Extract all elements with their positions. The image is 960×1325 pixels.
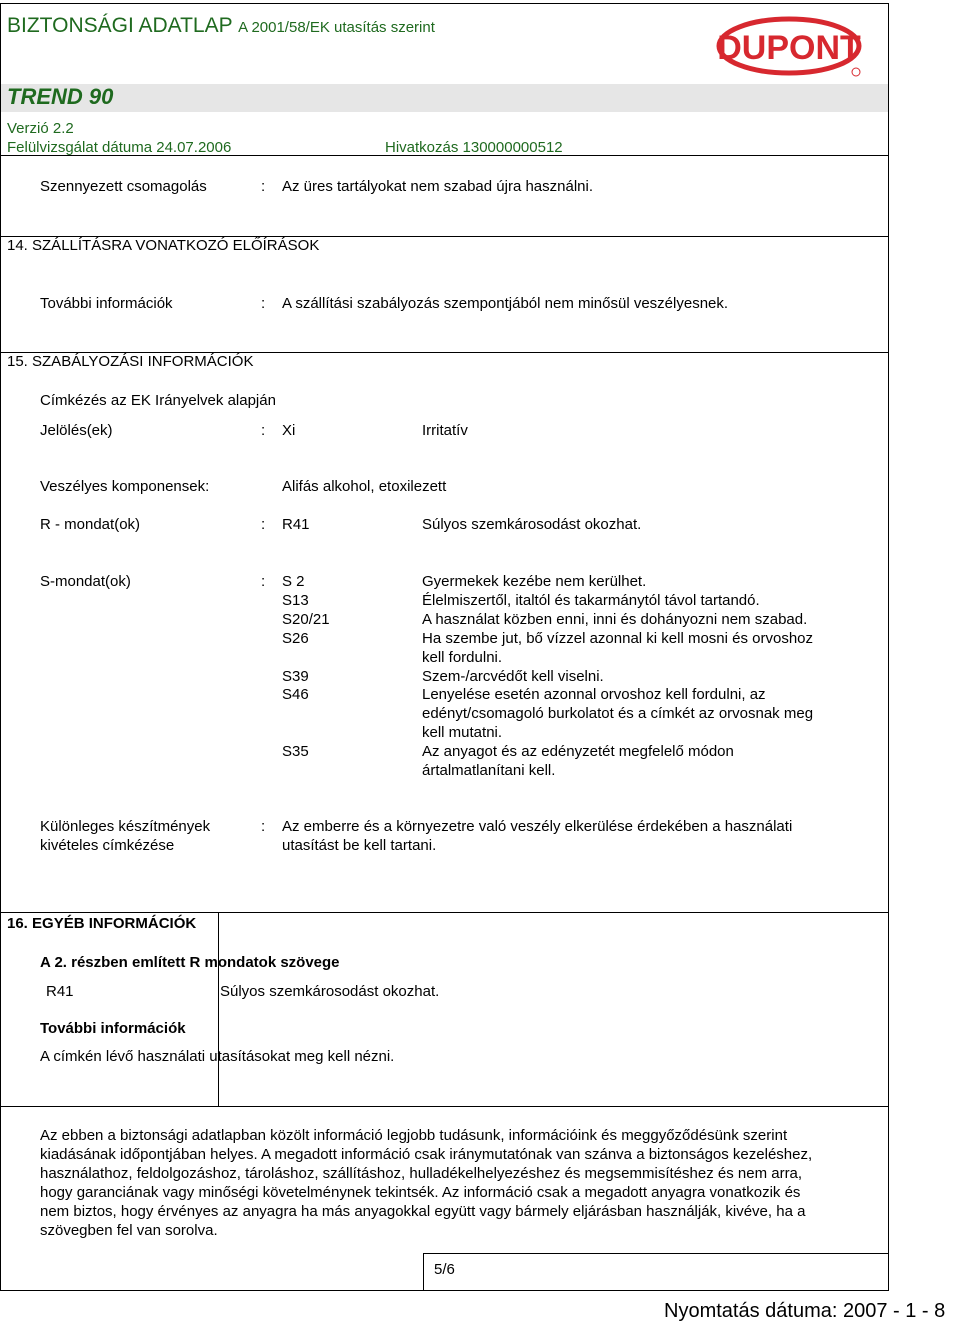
s-phrase-code: S35 xyxy=(282,743,309,760)
product-band xyxy=(1,84,888,112)
s-phrase-code: S39 xyxy=(282,668,309,685)
special-label-line1: Különleges készítmények xyxy=(40,818,211,835)
r-phrases-heading: A 2. részben említett R mondatok szövege xyxy=(40,954,340,971)
packaging-value: Az üres tartályokat nem szabad újra használni. xyxy=(282,178,593,195)
s-phrase-text: Lenyelése esetén azonnal orvoshoz kell fordulni, az xyxy=(422,686,766,703)
marking-code: Xi xyxy=(282,422,296,439)
s-phrase-text: Gyermekek kezébe nem kerülhet. xyxy=(422,573,647,590)
page-box-top xyxy=(423,1253,889,1254)
marking-colon: : xyxy=(261,422,266,439)
s-phrase-text: edényt/csomagoló burkolatot és a címkét az orvosnak meg xyxy=(422,705,814,722)
s-phrases-colon: : xyxy=(261,573,266,590)
page-number: 5/6 xyxy=(434,1261,455,1278)
disclaimer-line: hogy garanciának vagy minőségi követelménynek tekintsék. Az információ csak a megadott anyagra vonatkozik és xyxy=(40,1184,801,1201)
page-frame xyxy=(0,3,889,1291)
s-phrase-text: A használat közben enni, inni és dohányozni nem szabad. xyxy=(422,611,808,628)
disclaimer-line: nem biztos, hogy érvényes az anyagra ha más anyagokkal együtt vagy bármely eljárásban használják, kivéve, ha a xyxy=(40,1203,806,1220)
directive-subtitle: A 2001/58/EK utasítás szerint xyxy=(238,19,435,36)
s-phrase-code: S20/21 xyxy=(282,611,330,628)
r-phrases-colon: : xyxy=(261,516,266,533)
disclaimer-line: használathoz, feldolgozáshoz, tároláshoz, szállításhoz, hulladékelhelyezéshez és megsemmisítéshez és nem arra, xyxy=(40,1165,803,1182)
s-phrase-code: S 2 xyxy=(282,573,305,590)
special-value-line1: Az emberre és a környezetre való veszély elkerülése érdekében a használati xyxy=(282,818,793,835)
components-value: Alifás alkohol, etoxilezett xyxy=(282,478,447,495)
revision-date: Felülvizsgálat dátuma 24.07.2006 xyxy=(7,139,232,156)
disclaimer-rule xyxy=(0,1106,889,1107)
r-phrase-code: R41 xyxy=(282,516,310,533)
special-colon: : xyxy=(261,818,266,835)
r-phrases-label: R - mondat(ok) xyxy=(40,516,141,533)
disclaimer-line: Az ebben a biztonsági adatlapban közölt információ legjobb tudásunk, információink és meggyőződésünk szerint xyxy=(40,1127,788,1144)
s-phrases-label: S-mondat(ok) xyxy=(40,573,131,590)
s-phrase-text: Ha szembe jut, bő vízzel azonnal ki kell mosni és orvoshoz xyxy=(422,630,814,647)
s-phrase-text: kell mutatni. xyxy=(422,724,503,741)
logo-wordmark: DUPONT xyxy=(717,29,861,67)
components-label: Veszélyes komponensek: xyxy=(40,478,210,495)
section15-subtitle: Címkézés az EK Irányelvek alapján xyxy=(40,392,276,409)
r-phrase-text: Súlyos szemkárosodást okozhat. xyxy=(422,516,642,533)
document-title: BIZTONSÁGI ADATLAP xyxy=(7,14,233,37)
print-date: Nyomtatás dátuma: 2007 - 1 - 8 xyxy=(664,1300,946,1322)
s-phrase-text: Szem-/arcvédőt kell viselni. xyxy=(422,668,604,685)
header-title xyxy=(7,14,435,38)
s-phrase-code: S46 xyxy=(282,686,309,703)
section16-side-rule xyxy=(218,912,219,1107)
product-name: TREND 90 xyxy=(7,84,114,109)
dupont-logo xyxy=(716,14,866,80)
section15-title: 15. SZABÁLYOZÁSI INFORMÁCIÓK xyxy=(7,353,254,370)
section16-rule xyxy=(0,912,889,913)
s-phrase-text: kell fordulni. xyxy=(422,649,503,666)
marking-text: Irritatív xyxy=(422,422,468,439)
marking-label: Jelölés(ek) xyxy=(40,422,113,439)
s-phrase-code: S13 xyxy=(282,592,309,609)
version-label: Verzió 2.2 xyxy=(7,120,74,137)
further-info-text: A címkén lévő használati utasításokat meg kell nézni. xyxy=(40,1048,395,1065)
s-phrase-text: ártalmatlanítani kell. xyxy=(422,762,556,779)
section14-colon: : xyxy=(261,295,266,312)
r-phrase-code: R41 xyxy=(46,983,74,1000)
packaging-label: Szennyezett csomagolás xyxy=(40,178,207,195)
special-value-line2: utasítást be kell tartani. xyxy=(282,837,437,854)
packaging-colon: : xyxy=(261,178,266,195)
special-label-line2: kivételes címkézése xyxy=(40,837,175,854)
further-info-heading: További információk xyxy=(40,1020,186,1037)
s-phrase-text: Élelmiszertől, italtól és takarmánytól távol tartandó. xyxy=(422,592,760,609)
section14-title: 14. SZÁLLÍTÁSRA VONATKOZÓ ELŐÍRÁSOK xyxy=(7,237,320,254)
section14-value: A szállítási szabályozás szempontjából nem minősül veszélyesnek. xyxy=(282,295,729,312)
disclaimer-line: szövegben fel van sorolva. xyxy=(40,1222,218,1239)
disclaimer-line: kiadásának időpontjában helyes. A megadott információ csak iránymutatónak van szánva a biztonságos kezeléshez, xyxy=(40,1146,813,1163)
s-phrase-code: S26 xyxy=(282,630,309,647)
section14-label: További információk xyxy=(40,295,173,312)
s-phrase-text: Az anyagot és az edényzetét megfelelő módon xyxy=(422,743,734,760)
section16-title: 16. EGYÉB INFORMÁCIÓK xyxy=(7,915,197,932)
page-box-left xyxy=(423,1253,424,1291)
reference-number: Hivatkozás 130000000512 xyxy=(385,139,563,156)
r-phrase-text: Súlyos szemkárosodást okozhat. xyxy=(220,983,440,1000)
